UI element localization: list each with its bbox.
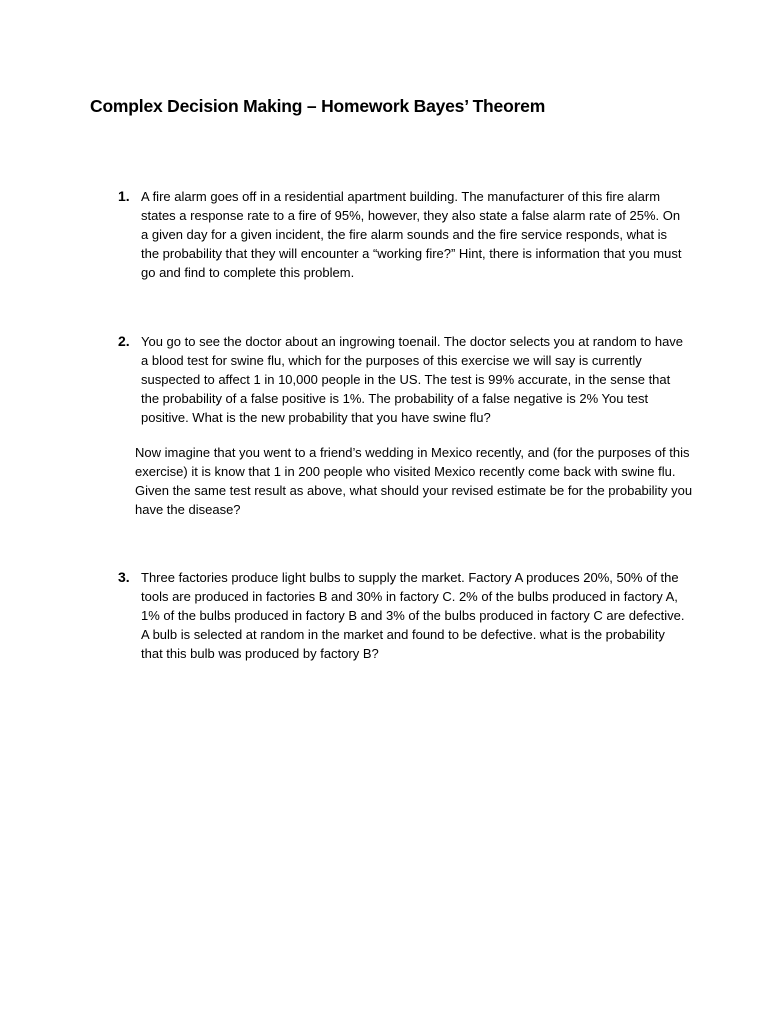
question-number: 1.	[118, 188, 130, 204]
question-2	[118, 332, 688, 427]
question-text: Three factories produce light bulbs to supply the market. Factory A produces 20%, 50% of the tools are produced in factories B and 30% in factory C. 2% of the bulbs produced in factory A, 1% of the bulbs produced in factory B and 3% of the bulbs produced in factory C are defective. A bulb is selected at random in the market and found to be defective. what is the probability that this bulb was produced by factory B?	[141, 570, 685, 661]
question-1	[118, 187, 688, 282]
question-text: A fire alarm goes off in a residential apartment building. The manufacturer of this fire alarm states a response rate to a fire of 95%, however, they also state a false alarm rate of 25%. On a given day for a given incident, the fire alarm sounds and the fire service responds, what is the probability that they will encounter a “working fire?” Hint, there is information that you must go and find to complete this problem.	[141, 189, 682, 280]
question-2-follow-up: Now imagine that you went to a friend’s wedding in Mexico recently, and (for the purposes of this exercise) it is know that 1 in 200 people who visited Mexico recently come back with swine flu. Given the same test result as above, what should your revised estimate be for the probability you have the disease?	[135, 445, 693, 517]
question-3	[118, 568, 688, 663]
question-number: 3.	[118, 569, 130, 585]
question-number: 2.	[118, 333, 130, 349]
question-text: You go to see the doctor about an ingrowing toenail. The doctor selects you at random to have a blood test for swine flu, which for the purposes of this exercise we will say is currently suspected to affect 1 in 10,000 people in the US. The test is 99% accurate, in the sense that the probability of a false positive is 1%. The probability of a false negative is 2% You test positive. What is the new probability that you have swine flu?	[141, 334, 684, 425]
page-title: Complex Decision Making – Homework Bayes’ Theorem	[90, 96, 546, 116]
